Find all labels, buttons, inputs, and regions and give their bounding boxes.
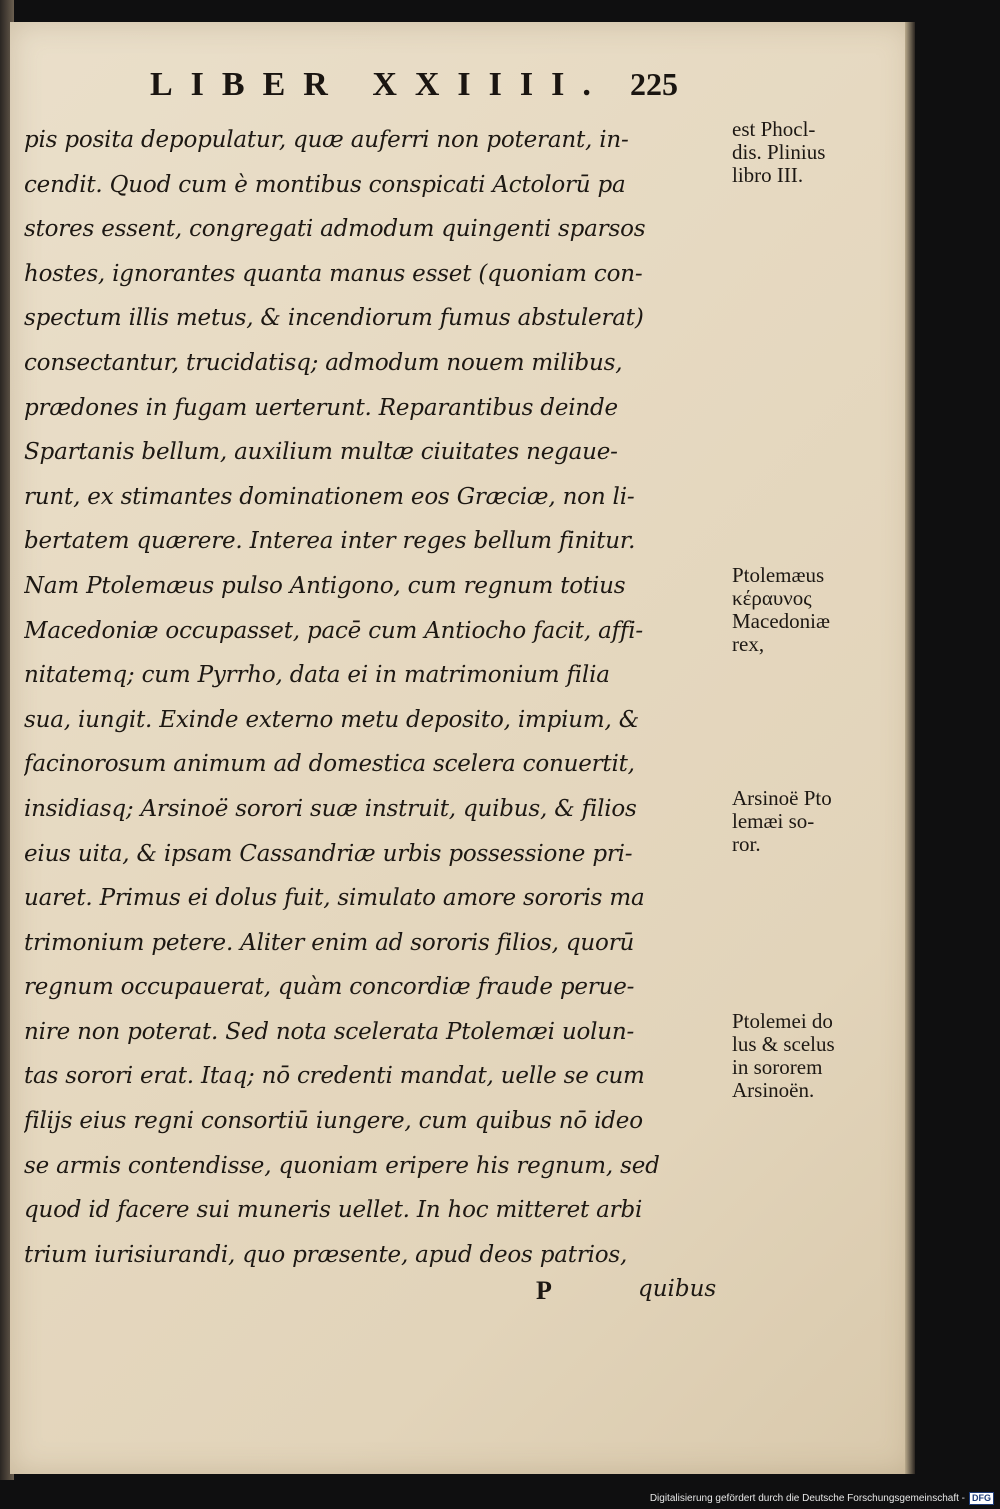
margin-note-line: lemæi so- <box>732 810 815 833</box>
text-line: runt, ex stimantes dominationem eos Græciæ, non li- <box>24 483 635 510</box>
dfg-logo: DFG <box>969 1492 994 1505</box>
margin-note-line: dis. Plinius <box>732 141 826 164</box>
margin-note-line: rex, <box>732 633 765 656</box>
main-text-block <box>24 118 730 1277</box>
text-line: cendit. Quod cum è montibus conspicati Actolorū pa <box>24 171 626 198</box>
margin-note-line: Macedoniæ <box>732 610 830 633</box>
margin-note <box>732 564 902 656</box>
text-line: eius uita, & ipsam Cassandriæ urbis possessione pri- <box>24 840 633 867</box>
text-line: tas sorori erat. Itaq; nō credenti mandat, uelle se cum <box>24 1063 645 1090</box>
margin-note-line: Arsinoën. <box>732 1079 815 1102</box>
text-line: bertatem quærere. Interea inter reges bellum finitur. <box>24 528 636 555</box>
page-header <box>150 66 730 110</box>
margin-note-line: Arsinoë Pto <box>732 787 832 810</box>
text-line: filijs eius regni consortiū iungere, cum quibus nō ideo <box>24 1108 643 1135</box>
text-line: insidiasq; Arsinoë sorori suæ instruit, quibus, & filios <box>24 795 637 822</box>
margin-note <box>732 118 902 187</box>
page-footer <box>10 1276 730 1320</box>
margin-note-line: lus & scelus <box>732 1033 835 1056</box>
book-page <box>10 22 912 1474</box>
text-line: facinorosum animum ad domestica scelera conuertit, <box>24 751 635 778</box>
margin-note-line: in sororem <box>732 1056 823 1079</box>
text-line: trium iurisiurandi, quo præsente, apud deos patrios, <box>24 1241 628 1268</box>
margin-note <box>732 1010 902 1102</box>
credit-text: Digitalisierung gefördert durch die Deutsche Forschungsgemeinschaft - <box>649 1492 965 1504</box>
margin-note-line: κέραυνος <box>732 587 812 610</box>
text-line: se armis contendisse, quoniam eripere his regnum, sed <box>24 1152 660 1179</box>
text-line: consectantur, trucidatisq; admodum nouem milibus, <box>24 349 623 376</box>
text-line: nire non poterat. Sed nota scelerata Ptolemæi uolun- <box>24 1018 635 1045</box>
catchword: quibus <box>638 1276 717 1302</box>
margin-note-line: libro III. <box>732 164 804 187</box>
page-edge-shadow <box>905 22 915 1474</box>
margin-note <box>732 787 902 856</box>
digitization-credit <box>650 1490 994 1506</box>
text-line: quod id facere sui muneris uellet. In hoc mitteret arbi <box>24 1197 643 1224</box>
text-line: Macedoniæ occupasset, pacē cum Antiocho facit, affi- <box>24 617 643 644</box>
running-head: LIBER XXIIII. <box>150 66 609 103</box>
signature-mark: P <box>536 1276 552 1305</box>
margin-note-line: ror. <box>732 833 761 856</box>
margin-note-line: est Phocl- <box>732 118 816 141</box>
text-line: nitatemq; cum Pyrrho, data ei in matrimonium filia <box>24 662 610 689</box>
text-line: trimonium petere. Aliter enim ad sororis filios, quorū <box>24 929 635 956</box>
text-line: prædones in fugam uerterunt. Reparantibus deinde <box>24 394 618 421</box>
text-line: uaret. Primus ei dolus fuit, simulato amore sororis ma <box>24 885 645 912</box>
text-line: Spartanis bellum, auxilium multæ ciuitates negaue- <box>24 439 618 466</box>
text-line: spectum illis metus, & incendiorum fumus abstulerat) <box>24 305 644 332</box>
margin-note-line: Ptolemei do <box>732 1010 833 1033</box>
margin-note-line: Ptolemæus <box>732 564 825 587</box>
text-line: Nam Ptolemæus pulso Antigono, cum regnum totius <box>24 572 626 599</box>
text-line: pis posita depopulatur, quæ auferri non poterant, in- <box>24 127 629 153</box>
text-line: regnum occupauerat, quàm concordiæ fraude perue- <box>24 974 635 1001</box>
text-line: sua, iungit. Exinde externo metu deposito, impium, & <box>24 706 639 733</box>
text-line: hostes, ignorantes quanta manus esset (quoniam con- <box>24 260 643 287</box>
text-line: stores essent, congregati admodum quingenti sparsos <box>24 216 646 243</box>
page-number: 225 <box>630 66 678 102</box>
